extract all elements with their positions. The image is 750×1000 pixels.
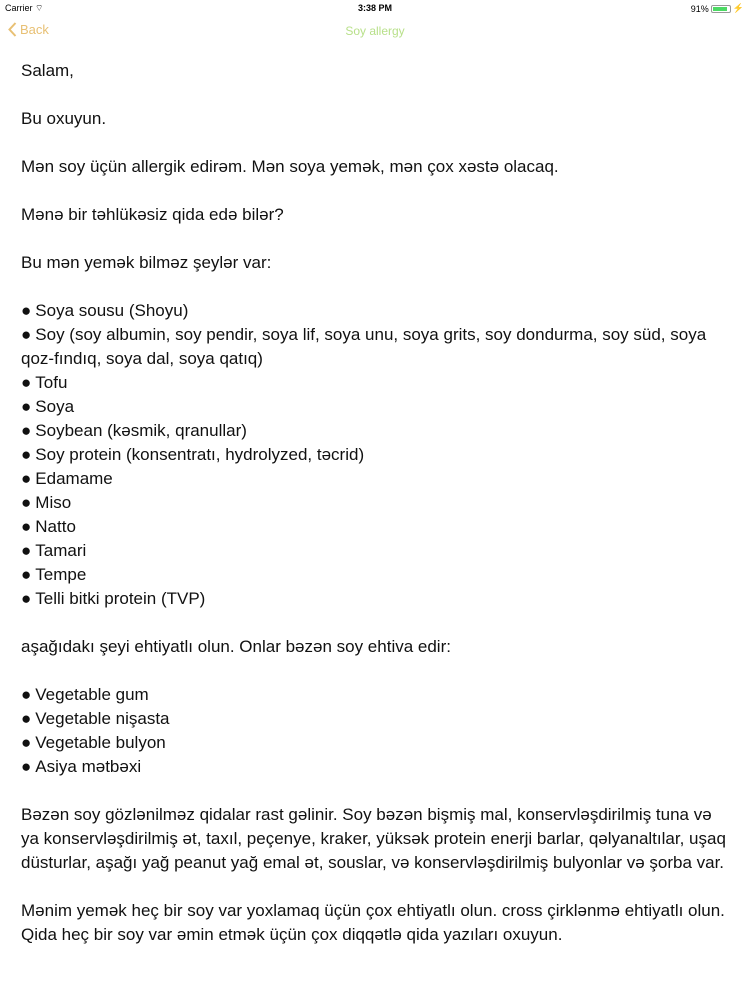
bullet-icon: ● <box>21 517 32 536</box>
list-item <box>21 323 726 371</box>
page-title: Soy allergy <box>345 24 405 38</box>
letter-content <box>21 59 726 971</box>
paragraph: Mənim yemək heç bir soy var yoxlamaq üçün çox ehtiyatlı olun. cross çirklənmə ehtiyatlı olun. Qida heç bir soy var əmin etmək üçün çox diqqətlə qida yazıları oxuyun. <box>21 901 725 944</box>
paragraph: Bu oxuyun. <box>21 109 107 128</box>
bullet-icon: ● <box>21 373 32 392</box>
list-item-text: Soya <box>35 397 75 416</box>
list-item <box>21 587 726 611</box>
list-item <box>21 467 726 491</box>
bullet-icon: ● <box>21 709 32 728</box>
bullet-icon: ● <box>21 397 32 416</box>
list-item-text: Soy (soy albumin, soy pendir, soya lif, soya unu, soya grits, soy dondurma, soy süd, soya qoz-fındıq, soya dal, soya qatıq) <box>21 325 707 368</box>
bullet-icon: ● <box>21 325 32 344</box>
list-item-text: Vegetable bulyon <box>35 733 166 752</box>
bullet-icon: ● <box>21 469 32 488</box>
list-item <box>21 419 726 443</box>
list-item <box>21 563 726 587</box>
paragraph: Bu mən yemək bilməz şeylər var: <box>21 253 272 272</box>
list-item <box>21 491 726 515</box>
battery-icon <box>711 5 731 13</box>
back-label: Back <box>20 22 49 37</box>
battery-percent: 91% <box>690 3 709 14</box>
status-time: 3:38 PM <box>357 3 392 13</box>
bullet-icon: ● <box>21 541 32 560</box>
bullet-icon: ● <box>21 757 32 776</box>
bullet-icon: ● <box>21 421 32 440</box>
status-bar <box>0 0 750 16</box>
battery-status <box>691 3 744 14</box>
avoid-list <box>21 299 726 611</box>
charging-icon: ⚡ <box>732 3 744 13</box>
list-item <box>21 755 726 779</box>
list-item-text: Edamame <box>35 469 113 488</box>
bullet-icon: ● <box>21 445 32 464</box>
caution-list <box>21 683 726 779</box>
list-item-text: Miso <box>35 493 72 512</box>
list-item <box>21 371 726 395</box>
list-item <box>21 443 726 467</box>
list-item <box>21 539 726 563</box>
list-item-text: Asiya mətbəxi <box>35 757 142 776</box>
list-item-text: Soy protein (konsentratı, hydrolyzed, təcrid) <box>35 445 365 464</box>
navigation-bar <box>0 16 750 46</box>
bullet-icon: ● <box>21 685 32 704</box>
paragraph: Bəzən soy gözlənilməz qidalar rast gəlinir. Soy bəzən bişmiş mal, konservləşdirilmiş tuna və ya konservləşdirilmiş ət, taxıl, peçenye, kraker, yüksək protein enerji barlar, qəlyanaltılar, uşaq düsturlar, aşağı yağ peanut yağ emal ət, souslar, və konservləşdirilmiş bulyonlar və şorba var. <box>21 805 726 872</box>
carrier-label: Carrier ⌔ <box>5 3 44 13</box>
bullet-icon: ● <box>21 589 32 608</box>
paragraph: Mən soy üçün allergik edirəm. Mən soya yemək, mən çox xəstə olacaq. <box>21 157 559 176</box>
greeting: Salam, <box>21 61 74 80</box>
list-item-text: Soya sousu (Shoyu) <box>35 301 189 320</box>
list-item-text: Vegetable gum <box>35 685 149 704</box>
list-item <box>21 683 726 707</box>
list-item-text: Tempe <box>35 565 87 584</box>
bullet-icon: ● <box>21 565 32 584</box>
list-item <box>21 731 726 755</box>
list-item <box>21 299 726 323</box>
list-item <box>21 395 726 419</box>
list-item-text: Vegetable nişasta <box>35 709 170 728</box>
list-item <box>21 515 726 539</box>
list-item-text: Soybean (kəsmik, qranullar) <box>35 421 247 440</box>
bullet-icon: ● <box>21 301 32 320</box>
paragraph: aşağıdakı şeyi ehtiyatlı olun. Onlar bəzən soy ehtiva edir: <box>21 637 451 656</box>
list-item <box>21 707 726 731</box>
list-item-text: Telli bitki protein (TVP) <box>35 589 206 608</box>
list-item-text: Natto <box>35 517 76 536</box>
bullet-icon: ● <box>21 733 32 752</box>
paragraph: Mənə bir təhlükəsiz qida edə bilər? <box>21 205 284 224</box>
bullet-icon: ● <box>21 493 32 512</box>
list-item-text: Tamari <box>35 541 87 560</box>
wifi-icon: ⌔ <box>35 3 44 13</box>
list-item-text: Tofu <box>35 373 68 392</box>
